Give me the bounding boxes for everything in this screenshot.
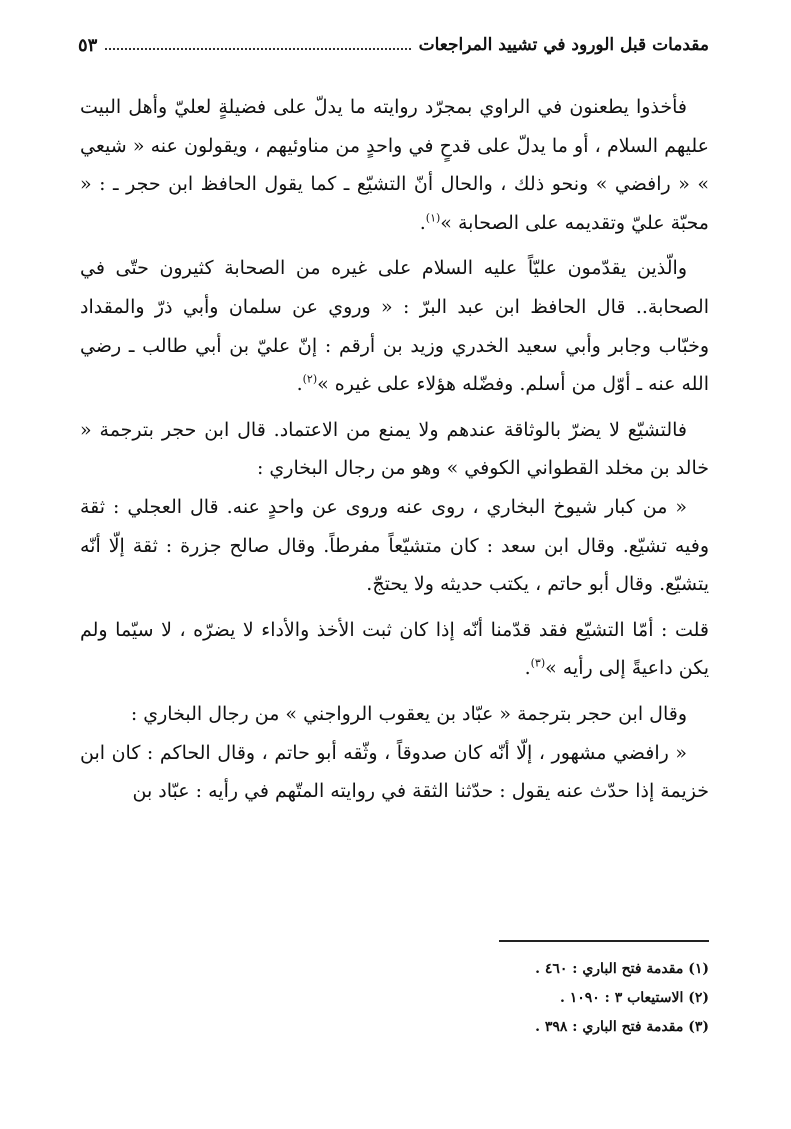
footnote-ref: (١) — [425, 211, 441, 225]
footnotes — [80, 955, 709, 1042]
paragraph-text: والّذين يقدّمون عليّاً عليه السلام على غيره من الصحابة كثيرون حتّى في الصحابة.. قال الحافظ ابن عبد البرّ : « وروي عن سلمان وأبي ذرّ والمقداد وخبّاب وجابر وأبي سعيد الخدري وزيد بن أرقم : إنّ عليّ بن أبي طالب ـ رضي الله عنه ـ أوّل من أسلم. وفضّله هؤلاء على غيره » — [80, 257, 709, 396]
quote-paragraph — [80, 734, 709, 811]
footnote-ref: (٢) — [302, 372, 318, 386]
header-title: مقدمات قبل الورود في تشييد المراجعات — [418, 35, 709, 55]
footnote: (٢) الاستيعاب ٣ : ١٠٩٠ . — [559, 990, 709, 1006]
paragraph — [80, 695, 709, 734]
page-number: ٥٣ — [78, 34, 98, 56]
paragraph — [80, 411, 709, 488]
paragraph: فأخذوا يطعنون في الراوي بمجرّد روايته ما يدلّ على فضيلةٍ لعليّ وأهل البيت عليهم السلام ، أو ما يدلّ على قدحٍ في واحدٍ من مناوئيهم ، ويقولون عنه « شيعي » « رافضي » ونحو ذلك ، والحال أنّ التشيّع ـ كما يقول الحافظ ابن حجر ـ : « محبّة عليّ وتقديمه على الصحابة »$^{(١)}$. — [80, 96, 709, 234]
footnote: (١) مقدمة فتح الباري : ٤٦٠ . — [535, 961, 709, 977]
paragraph-text: « من كبار شيوخ البخاري ، روى عنه وروى عن واحدٍ عنه. قال العجلي : ثقة وفيه تشيّع. وقال ابن سعد : كان متشيّعاً مفرطاً. وقال صالح جزرة : ثقة إلّا أنّه يتشيّع. وقال أبو حاتم ، يكتب حديثه ولا يحتجّ. — [80, 495, 709, 596]
header-dot-leader — [105, 48, 410, 50]
paragraph-text: « رافضي مشهور ، إلّا أنّه كان صدوقاً ، وثّقه أبو حاتم ، وقال الحاكم : كان ابن خزيمة إذا حدّث عنه يقول : حدّثنا الثقة في روايته المتّهم في رأيه : عبّاد بن — [80, 741, 709, 803]
main-text — [80, 88, 709, 818]
quote-paragraph — [80, 488, 709, 604]
paragraph-text: وقال ابن حجر بترجمة « عبّاد بن يعقوب الرواجني » من رجال البخاري : — [130, 702, 687, 725]
running-header — [78, 30, 709, 60]
paragraph: قلت : أمّا التشيّع فقد قدّمنا أنّه إذا كان ثبت الأخذ والأداء لا يضرّه ، لا سيّما ولم يكن داعيةً إلى رأيه »$^{(٣)}$. — [80, 618, 709, 680]
paragraph-text: فالتشيّع لا يضرّ بالوثاقة عندهم ولا يمنع من الاعتماد. قال ابن حجر بترجمة « خالد بن مخلد القطواني الكوفي » وهو من رجال البخاري : — [80, 418, 709, 480]
footnote-ref: (٣) — [530, 656, 546, 670]
paragraph-text: قلت : أمّا التشيّع فقد قدّمنا أنّه إذا كان ثبت الأخذ والأداء لا يضرّه ، لا سيّما ولم يكن داعيةً إلى رأيه » — [80, 618, 709, 680]
footnote: (٣) مقدمة فتح الباري : ٣٩٨ . — [535, 1019, 709, 1035]
footnote-divider — [499, 940, 709, 942]
paragraph-text: فأخذوا يطعنون في الراوي بمجرّد روايته ما يدلّ على فضيلةٍ لعليّ وأهل البيت عليهم السلام ، أو ما يدلّ على قدحٍ في واحدٍ من مناوئيهم ، ويقولون عنه « شيعي » « رافضي » ونحو ذلك ، والحال أنّ التشيّع ـ كما يقول الحافظ ابن حجر ـ : « محبّة عليّ وتقديمه على الصحابة » — [80, 96, 709, 234]
paragraph: والّذين يقدّمون عليّاً عليه السلام على غيره من الصحابة كثيرون حتّى في الصحابة.. قال الحافظ ابن عبد البرّ : « وروي عن سلمان وأبي ذرّ والمقداد وخبّاب وجابر وأبي سعيد الخدري وزيد بن أرقم : إنّ عليّ بن أبي طالب ـ رضي الله عنه ـ أوّل من أسلم. وفضّله هؤلاء على غيره »$^{(٢)}$. — [80, 257, 709, 396]
